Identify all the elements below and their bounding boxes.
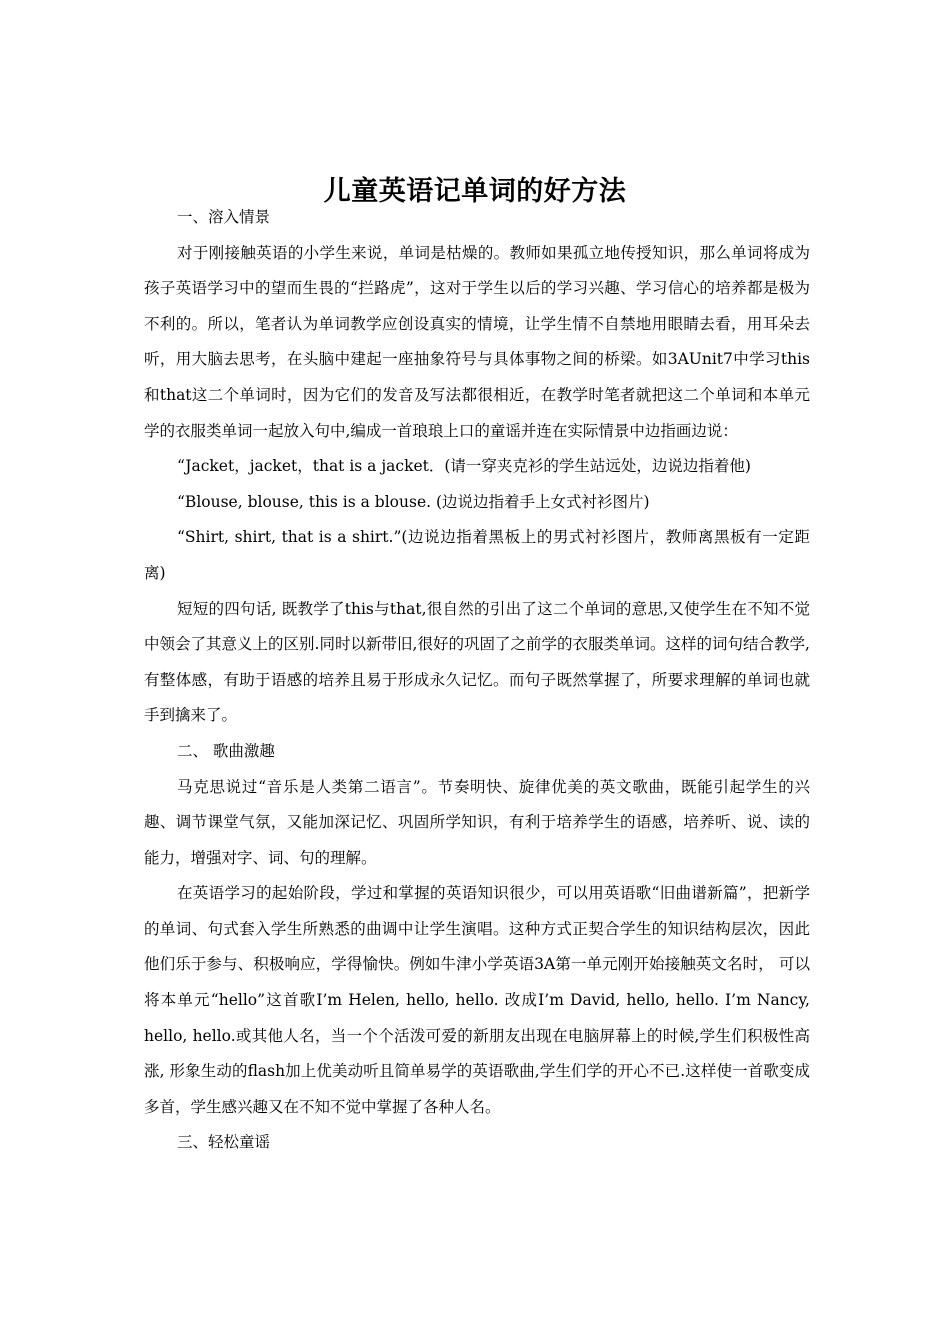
paragraph-summary: 短短的四句话, 既教学了this与that,很自然的引出了这二个单词的意思,又使学生在不知不觉中领会了其意义上的区别.同时以新带旧,很好的巩固了之前学的衣服类单词。这样的词句结合教学,有整体感，有助于语感的培养且易于形成永久记忆。而句子既然掌握了，所要求理解的单词也就手到擒来了。 [144,599,810,725]
paragraph-intro: 对于刚接触英语的小学生来说，单词是枯燥的。教师如果孤立地传授知识，那么单词将成为孩子英语学习中的望而生畏的“拦路虎”，这对于学生以后的学习兴趣、学习信心的培养都是极为不利的。所以，笔者认为单词教学应创设真实的情境，让学生情不自禁地用眼睛去看，用耳朵去听，用大脑去思考，在头脑中建起一座抽象符号与具体事物之间的桥梁。如3AUnit7中学习this和that这二个单词时，因为它们的发音及写法都很相近，在教学时笔者就把这二个单词和本单元学的衣服类单词一起放入句中,编成一首琅琅上口的童谣并连在实际情景中边指画边说： [144,243,810,440]
section-heading-3: 三、轻松童谣 [177,1133,271,1152]
document-body [144,200,810,1161]
section-heading-2: 二、 歌曲激趣 [177,741,275,760]
section-heading-1: 一、溶入情景 [177,208,271,226]
paragraph-example-shirt: “Shirt, shirt, that is a shirt.”(边说边指着黑板上的男式衬衫图片，教师离黑板有一定距离) [144,528,810,582]
paragraph-example-jacket: “Jacket，jacket，that is a jacket．(请一穿夹克衫的学生站远处，边说边指着他) [177,457,751,476]
paragraph-songs: 在英语学习的起始阶段，学过和掌握的英语知识很少，可以用英语歌“旧曲谱新篇”，把新学的单词、句式套入学生所熟悉的曲调中让学生演唱。这种方式正契合学生的知识结构层次，因此他们乐于参与、积极响应，学得愉快。例如牛津小学英语3A第一单元刚开始接触英文名时， 可以将本单元“hello”这首歌I’m Helen, hello, hello. 改成I’m David, hello, hello. I’m Nancy, hello, hello.或其他人名，当一个个活泼可爱的新朋友出现在电脑屏幕上的时候,学生们积极性高涨, 形象生动的flash加上优美动听且简单易学的英语歌曲,学生们学的开心不已.这样使一首歌变成多首，学生感兴趣又在不知不觉中掌握了各种人名。 [144,884,810,1116]
document-title: 儿童英语记单词的好方法 [323,176,627,208]
paragraph-music: 马克思说过“音乐是人类第二语言”。节奏明快、旋律优美的英文歌曲，既能引起学生的兴趣、调节课堂气氛，又能加深记忆、巩固所学知识，有利于培养学生的语感，培养听、说、读的能力，增强对字、词、句的理解。 [144,777,810,867]
paragraph-example-blouse: “Blouse, blouse, this is a blouse. (边说边指着手上女式衬衫图片) [177,492,650,511]
